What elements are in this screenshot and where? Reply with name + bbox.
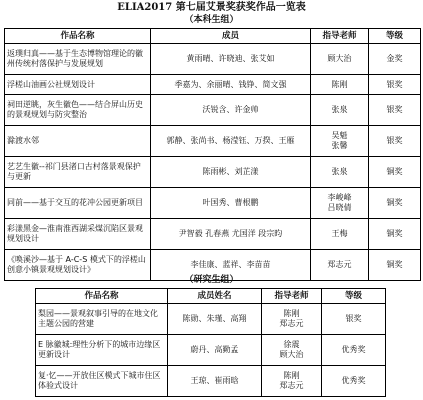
cell-work-name: 复·忆——开放住区模式下城市住区体验式设计 <box>36 366 168 397</box>
cell-work-name: 滁渡水邻 <box>5 126 151 157</box>
cell-level: 铜奖 <box>369 219 421 250</box>
cell-work-name: E 脉徽城:理性分析下的城市边缘区更新设计 <box>36 335 168 366</box>
header-level: 等级 <box>322 289 386 304</box>
cell-level: 铜奖 <box>369 188 421 219</box>
table-row <box>5 75 421 95</box>
cell-members: 叶国秀、曹根鹏 <box>151 188 311 219</box>
cell-advisor: 李峻峰 吕晓倩 <box>311 188 369 219</box>
grad-group-label: （研究生组） <box>184 275 239 285</box>
cell-level: 优秀奖 <box>322 366 386 397</box>
cell-advisor: 郑志元 <box>311 250 369 281</box>
cell-members: 陈勋、朱瑾、高翔 <box>168 304 262 335</box>
table-row <box>36 366 386 397</box>
cell-members: 沃锐含、许金帅 <box>151 95 311 126</box>
cell-work-name: 同前——基于交互的花冲公园更新项目 <box>5 188 151 219</box>
cell-members: 黄雨晴、许晓迪、张艾如 <box>151 44 311 75</box>
cell-level: 银奖 <box>369 75 421 95</box>
cell-advisor: 张泉 <box>311 157 369 188</box>
cell-level: 金奖 <box>369 44 421 75</box>
table-row <box>5 126 421 157</box>
header-members: 成员 <box>151 29 311 44</box>
cell-members: 郭静、张尚书、杨滢钰、万揆、王雁 <box>151 126 311 157</box>
cell-work-name: 浮槎山油画公社规划设计 <box>5 75 151 95</box>
table-row <box>5 95 421 126</box>
header-members: 成员姓名 <box>168 289 262 304</box>
header-level: 等级 <box>369 29 421 44</box>
cell-level: 银奖 <box>369 95 421 126</box>
undergrad-group-label: （本科生组） <box>184 15 239 25</box>
table-row <box>36 304 386 335</box>
cell-advisor: 陈刚 郑志元 <box>262 366 322 397</box>
cell-work-name: 艺艺生徽--祁门县渚口古村落景观保护与更新 <box>5 157 151 188</box>
cell-level: 优秀奖 <box>322 335 386 366</box>
cell-members: 王琼、崔雨晗 <box>168 366 262 397</box>
cell-level: 铜奖 <box>369 157 421 188</box>
header-work-name: 作品名称 <box>5 29 151 44</box>
cell-advisor: 吴魁 张馨 <box>311 126 369 157</box>
undergrad-award-table <box>4 28 421 281</box>
grad-award-table <box>35 288 386 397</box>
cell-advisor: 张泉 <box>311 95 369 126</box>
cell-level: 银奖 <box>369 126 421 157</box>
cell-level: 铜奖 <box>369 250 421 281</box>
header-work-name: 作品名称 <box>36 289 168 304</box>
cell-members: 陈雨彬、刘芷漾 <box>151 157 311 188</box>
cell-members: 李佳康、蓝祥、李苗苗 <box>151 250 311 281</box>
table-row <box>5 219 421 250</box>
cell-advisor: 王梅 <box>311 219 369 250</box>
table-row <box>5 44 421 75</box>
cell-advisor: 陈刚 <box>311 75 369 95</box>
cell-level: 银奖 <box>322 304 386 335</box>
table-row <box>5 157 421 188</box>
cell-work-name: 梨园——景观叙事引导的在地文化主题公园的营建 <box>36 304 168 335</box>
cell-advisor: 陈刚 郑志元 <box>262 304 322 335</box>
cell-work-name: 返璞归真——基于生态博物馆理论的徽州传统村落保护与发展规划 <box>5 44 151 75</box>
cell-advisor: 顾大治 <box>311 44 369 75</box>
cell-work-name: 祠田逆眺，灰生徽色——结合屏山历史的景观规划与防灾整治 <box>5 95 151 126</box>
cell-members: 季嘉为、余丽晴、钱铮、简文强 <box>151 75 311 95</box>
page-title: ELIA2017 第七届艾景奖获奖作品一览表 <box>117 2 306 13</box>
cell-members: 尹智毅 孔春燕 尤国洋 段宗昀 <box>151 219 311 250</box>
table-row <box>5 188 421 219</box>
cell-advisor: 徐震 顾大治 <box>262 335 322 366</box>
header-advisor: 指导老师 <box>262 289 322 304</box>
table-row <box>36 335 386 366</box>
cell-members: 蔚丹、高勤孟 <box>168 335 262 366</box>
cell-work-name: 彩漾黑金—淮南淮西湖采煤沉陷区景观规划设计 <box>5 219 151 250</box>
header-advisor: 指导老师 <box>311 29 369 44</box>
cell-work-name: 《唤溪沙—基于 A-C-S 模式下的浮槎山创意小镇景观规划设计》 <box>5 250 151 281</box>
